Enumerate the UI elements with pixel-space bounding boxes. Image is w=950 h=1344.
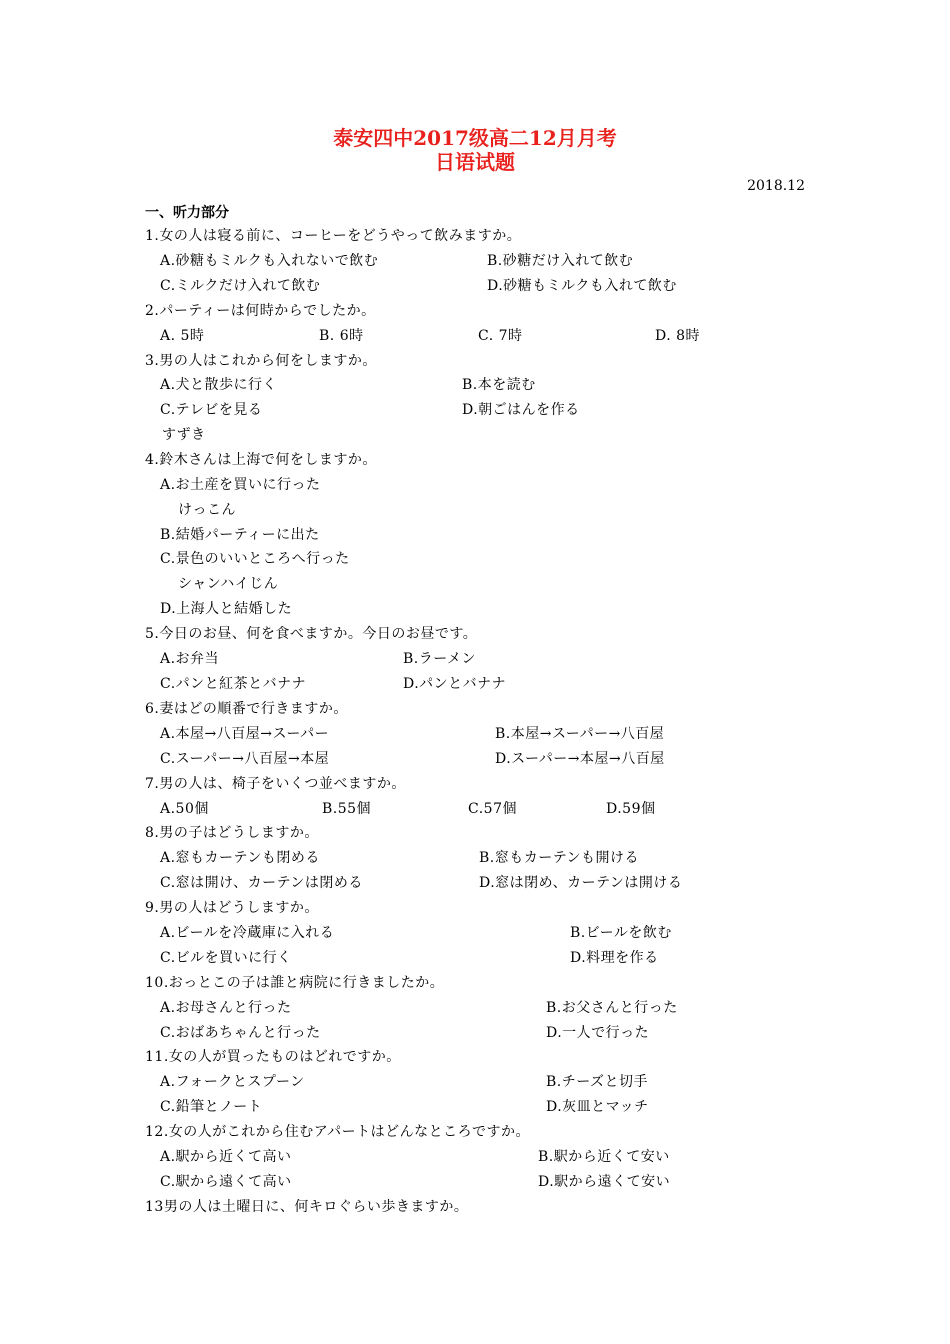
q2-option-b: B. 6時 (319, 328, 364, 344)
q7-option-b: B.55個 (322, 801, 372, 817)
q1-option-b: B.砂糖だけ入れて飲む (487, 253, 634, 269)
question-5: 5.今日のお昼、何を食べますか。今日のお昼です。 (145, 626, 478, 642)
q3-option-b: B.本を読む (462, 377, 536, 393)
q4-option-b: B.結婚パーティーに出た (160, 527, 320, 543)
q6-option-d: D.スーパー→本屋→八百屋 (495, 751, 665, 767)
question-3: 3.男の人はこれから何をしますか。 (145, 353, 377, 369)
ruby-suzuki: すずき (162, 427, 206, 443)
q4-option-c: C.景色のいいところへ行った (160, 551, 350, 567)
q8-option-b: B.窓もカーテンも開ける (479, 850, 640, 866)
q10-option-a: A.お母さんと行った (160, 1000, 292, 1016)
exam-title: 泰安四中2017级高二12月月考 (333, 126, 617, 150)
q11-option-d: D.灰皿とマッチ (546, 1099, 649, 1115)
q7-option-c: C.57個 (468, 801, 517, 817)
q12-option-b: B.駅から近くて安い (538, 1149, 670, 1165)
q9-option-c: C.ビルを買いに行く (160, 950, 292, 966)
ruby-kekkon: けっこん (178, 502, 236, 518)
section-heading: 一、听力部分 (145, 205, 229, 221)
q7-option-a: A.50個 (160, 801, 209, 817)
question-1: 1.女の人は寝る前に、コーヒーをどうやって飲みますか。 (145, 228, 522, 244)
q11-option-c: C.鉛筆とノート (160, 1099, 263, 1115)
q6-option-a: A.本屋→八百屋→スーパー (160, 726, 330, 742)
ruby-shanhaijin: シャンハイじん (178, 576, 279, 592)
question-4: 4.鈴木さんは上海で何をしますか。 (145, 452, 377, 468)
q4-option-a: A.お土産を買いに行った (160, 477, 321, 493)
q8-option-d: D.窓は閉め、カーテンは開ける (479, 875, 683, 891)
q9-option-b: B.ビールを飲む (570, 925, 672, 941)
q6-option-b: B.本屋→スーパー→八百屋 (495, 726, 665, 742)
q1-option-a: A.砂糖もミルクも入れないで飲む (160, 253, 379, 269)
q5-option-d: D.パンとバナナ (403, 676, 507, 692)
q12-option-c: C.駅から遠くて高い (160, 1174, 292, 1190)
q10-option-c: C.おばあちゃんと行った (160, 1025, 321, 1041)
q1-option-c: C.ミルクだけ入れて飲む (160, 278, 321, 294)
q11-option-b: B.チーズと切手 (546, 1074, 649, 1090)
q10-option-d: D.一人で行った (546, 1025, 650, 1041)
q6-option-c: C.スーパー→八百屋→本屋 (160, 751, 330, 767)
q2-option-a: A. 5時 (160, 328, 205, 344)
q12-option-a: A.駅から近くて高い (160, 1149, 292, 1165)
q3-option-c: C.テレビを見る (160, 402, 263, 418)
question-9: 9.男の人はどうしますか。 (145, 900, 319, 916)
q2-option-d: D. 8時 (655, 328, 701, 344)
question-13: 13男の人は土曜日に、何キロぐらい歩きますか。 (145, 1199, 469, 1215)
q11-option-a: A.フォークとスプーン (160, 1074, 305, 1090)
question-7: 7.男の人は、椅子をいくつ並べますか。 (145, 776, 406, 792)
question-2: 2.パーティーは何時からでしたか。 (145, 303, 376, 319)
question-10: 10.おっとこの子は誰と病院に行きましたか。 (145, 975, 445, 991)
q5-option-a: A.お弁当 (160, 651, 220, 667)
question-11: 11.女の人が買ったものはどれですか。 (145, 1049, 401, 1065)
q10-option-b: B.お父さんと行った (546, 1000, 678, 1016)
q1-option-d: D.砂糖もミルクも入れて飲む (487, 278, 677, 294)
question-6: 6.妻はどの順番で行きますか。 (145, 701, 348, 717)
q7-option-d: D.59個 (606, 801, 656, 817)
q12-option-d: D.駅から遠くて安い (538, 1174, 671, 1190)
exam-date: 2018.12 (747, 178, 805, 194)
q5-option-c: C.パンと紅茶とバナナ (160, 676, 307, 692)
exam-subtitle: 日语试题 (435, 150, 515, 174)
q9-option-d: D.料理を作る (570, 950, 659, 966)
question-8: 8.男の子はどうしますか。 (145, 825, 319, 841)
q8-option-c: C.窓は開け、カーテンは閉める (160, 875, 363, 891)
question-12: 12.女の人がこれから住むアパートはどんなところですか。 (145, 1124, 531, 1140)
q5-option-b: B.ラーメン (403, 651, 477, 667)
q9-option-a: A.ビールを冷蔵庫に入れる (160, 925, 335, 941)
q8-option-a: A.窓もカーテンも閉める (160, 850, 320, 866)
q2-option-c: C. 7時 (478, 328, 523, 344)
q4-option-d: D.上海人と結婚した (160, 601, 293, 617)
q3-option-a: A.犬と散歩に行く (160, 377, 278, 393)
q3-option-d: D.朝ごはんを作る (462, 402, 580, 418)
